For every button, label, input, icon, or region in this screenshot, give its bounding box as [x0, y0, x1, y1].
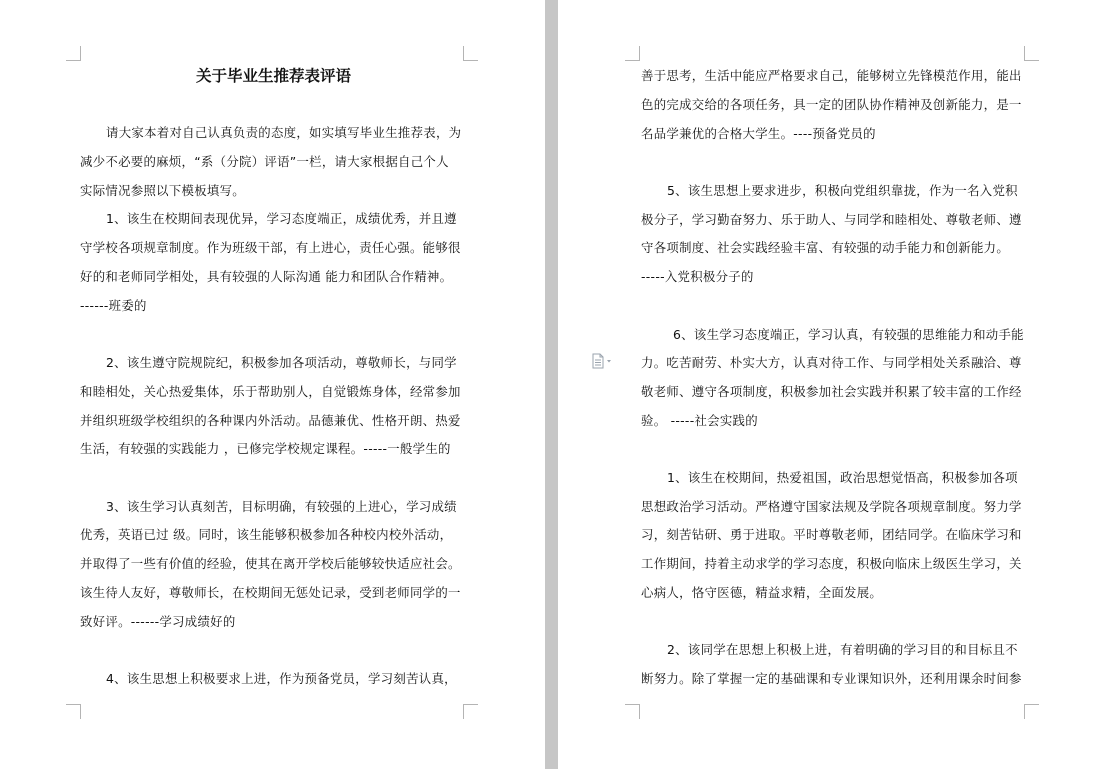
right-line-8: 6、该生学习态度端正，学习认真，有较强的思维能力和动手能 [673, 327, 1024, 342]
crop-mark-top-right [463, 46, 478, 61]
right-line-12: 1、该生在校期间，热爱祖国，政治思想觉悟高，积极参加各项 [667, 470, 1018, 485]
left-line-12: 3、该生学习认真刻苦，目标明确，有较强的上进心，学习成绩 [106, 499, 457, 514]
right-line-15: 工作期间，持着主动求学的学习态度，积极向临床上级医生学习，关 [641, 556, 1022, 571]
page-gutter [545, 0, 558, 769]
right-line-13: 思想政治学习活动。严格遵守国家法规及学院各项规章制度。努力学 [641, 499, 1022, 514]
right-line-7: -----入党积极分子的 [641, 269, 754, 284]
document-icon[interactable] [591, 353, 613, 369]
right-line-18: 断努力。除了掌握一定的基础课和专业课知识外，还利用课余时间参 [641, 671, 1022, 686]
left-line-14: 并取得了一些有价值的经验，使其在离开学校后能够较快适应社会。 [80, 556, 461, 571]
left-line-10: 并组织班级学校组织的各种课内外活动。品德兼优、性格开朗、热爱 [80, 413, 461, 428]
left-line-1: 请大家本着对自己认真负责的态度，如实填写毕业生推荐表，为 [106, 125, 462, 140]
page-right [558, 0, 1102, 769]
left-line-3: 实际情况参照以下模板填写。 [80, 183, 245, 198]
right-line-4: 5、该生思想上要求进步，积极向党组织靠拢，作为一名入党积 [667, 183, 1018, 198]
left-line-8: 2、该生遵守院规院纪，积极参加各项活动，尊敬师长，与同学 [106, 355, 457, 370]
crop-mark-bottom-left [625, 704, 640, 719]
document-title: 关于毕业生推荐表评语 [196, 66, 352, 85]
right-line-10: 敬老师、遵守各项制度，积极参加社会实践并积累了较丰富的工作经 [641, 384, 1022, 399]
left-line-7: ------班委的 [80, 298, 147, 313]
left-line-13: 优秀，英语已过 级。同时，该生能够积极参加各种校内校外活动， [80, 527, 453, 542]
left-line-16: 致好评。------学习成绩好的 [80, 614, 236, 629]
crop-mark-top-left [625, 46, 640, 61]
left-line-2: 减少不必要的麻烦，“系（分院）评语”一栏，请大家根据自己个人 [80, 154, 449, 169]
page-left [0, 0, 545, 769]
left-line-6: 好的和老师同学相处，具有较强的人际沟通 能力和团队合作精神。 [80, 269, 453, 284]
crop-mark-top-right [1024, 46, 1039, 61]
left-line-11: 生活，有较强的实践能力 ，已修完学校规定课程。-----一般学生的 [80, 441, 451, 456]
right-line-2: 色的完成交给的各项任务，具一定的团队协作精神及创新能力，是一 [641, 97, 1022, 112]
right-line-9: 力。吃苦耐劳、朴实大方，认真对待工作、与同学相处关系融洽、尊 [641, 355, 1022, 370]
right-line-16: 心病人，恪守医德，精益求精，全面发展。 [641, 585, 883, 600]
crop-mark-bottom-left [66, 704, 81, 719]
right-line-3: 名品学兼优的合格大学生。----预备党员的 [641, 126, 876, 141]
right-line-17: 2、该同学在思想上积极上进，有着明确的学习目的和目标且不 [667, 642, 1018, 657]
left-line-4: 1、该生在校期间表现优异，学习态度端正，成绩优秀，并且遵 [106, 211, 457, 226]
crop-mark-top-left [66, 46, 81, 61]
right-line-6: 守各项制度、社会实践经验丰富、有较强的动手能力和创新能力。 [641, 240, 1010, 255]
crop-mark-bottom-right [1024, 704, 1039, 719]
left-line-9: 和睦相处，关心热爱集体，乐于帮助别人，自觉锻炼身体，经常参加 [80, 384, 461, 399]
left-line-17: 4、该生思想上积极要求上进，作为预备党员，学习刻苦认真， [106, 671, 457, 686]
left-line-15: 该生待人友好，尊敬师长，在校期间无惩处记录，受到老师同学的一 [80, 585, 461, 600]
left-line-5: 守学校各项规章制度。作为班级干部，有上进心，责任心强。能够很 [80, 240, 461, 255]
document-icon-glyph [591, 353, 613, 369]
right-line-11: 验。 -----社会实践的 [641, 413, 758, 428]
right-line-1: 善于思考，生活中能应严格要求自己，能够树立先锋模范作用，能出 [641, 68, 1022, 83]
crop-mark-bottom-right [463, 704, 478, 719]
right-line-14: 习，刻苦钻研、勇于进取。平时尊敬老师，团结同学。在临床学习和 [641, 527, 1022, 542]
right-line-5: 极分子，学习勤奋努力、乐于助人、与同学和睦相处、尊敬老师、遵 [641, 212, 1022, 227]
